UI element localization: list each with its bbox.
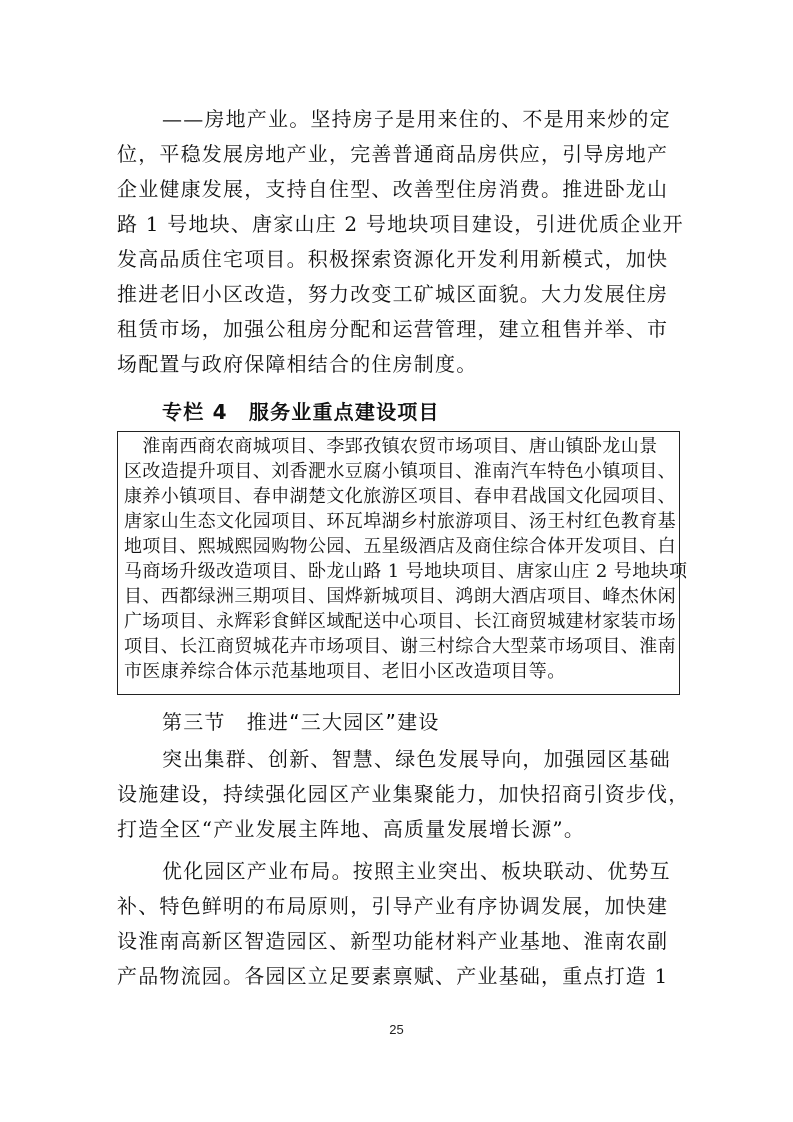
para1-line-6: 推进老旧小区改造，努力改变工矿城区面貌。大力发展住房 (117, 282, 669, 306)
para2-line-3: 打造全区“产业发展主阵地、高质量发展增长源”。 (117, 817, 586, 841)
box-line-2: 区改造提升项目、刘香淝水豆腐小镇项目、淮南汽车特色小镇项目、 (124, 461, 676, 482)
box-line-5: 地项目、熙城熙园购物公园、五星级酒店及商住综合体开发项目、白 (124, 536, 676, 557)
box-line-7: 目、西都绿洲三期项目、国烨新城项目、鸿朗大酒店项目、峰杰休闲 (124, 586, 676, 607)
section-title: 第三节 推进“三大园区”建设 (162, 710, 440, 734)
box-title: 专栏 4 服务业重点建设项目 (162, 400, 440, 424)
para1-line-7: 租赁市场，加强公租房分配和运营管理，建立租售并举、市 (117, 317, 669, 341)
page-number: 25 (389, 1022, 404, 1037)
para1-line-5: 发高品质住宅项目。积极探索资源化开发利用新模式，加快 (117, 247, 669, 271)
box-line-6: 马商场升级改造项目、卧龙山路 1 号地块项目、唐家山庄 2 号地块项 (124, 561, 688, 582)
para3-line-2: 补、特色鲜明的布局原则，引导产业有序协调发展，加快建 (117, 894, 669, 918)
para3-line-4: 产品物流园。各园区立足要素禀赋、产业基础，重点打造 1 (117, 964, 669, 988)
para1-line-2: 位，平稳发展房地产业，完善普通商品房供应，引导房地产 (117, 142, 669, 166)
para2-line-2: 设施建设，持续强化园区产业集聚能力，加快招商引资步伐， (117, 782, 690, 806)
para1-line-3: 企业健康发展，支持自住型、改善型住房消费。推进卧龙山 (117, 177, 669, 201)
box-line-8: 广场项目、永辉彩食鲜区域配送中心项目、长江商贸城建材家装市场 (124, 611, 676, 632)
para2-line-1: 突出集群、创新、智慧、绿色发展导向，加强园区基础 (162, 747, 671, 771)
para1-line-4: 路 1 号地块、唐家山庄 2 号地块项目建设，引进优质企业开 (117, 212, 684, 236)
para1-line-1: ——房地产业。坚持房子是用来住的、不是用来炒的定 (162, 107, 671, 131)
box-line-10: 市医康养综合体示范基地项目、老旧小区改造项目等。 (124, 661, 566, 682)
box-line-9: 项目、长江商贸城花卉市场项目、谢三村综合大型菜市场项目、淮南 (124, 636, 676, 657)
para3-line-1: 优化园区产业布局。按照主业突出、板块联动、优势互 (162, 859, 671, 883)
para1-line-8: 场配置与政府保障相结合的住房制度。 (117, 352, 478, 376)
box-line-3: 康养小镇项目、春申湖楚文化旅游区项目、春申君战国文化园项目、 (124, 486, 676, 507)
box-line-4: 唐家山生态文化园项目、环瓦埠湖乡村旅游项目、汤王村红色教育基 (124, 511, 676, 532)
para3-line-3: 设淮南高新区智造园区、新型功能材料产业基地、淮南农副 (117, 929, 669, 953)
box-line-1: 淮南西商农商城项目、李郢孜镇农贸市场项目、唐山镇卧龙山景 (124, 436, 658, 457)
